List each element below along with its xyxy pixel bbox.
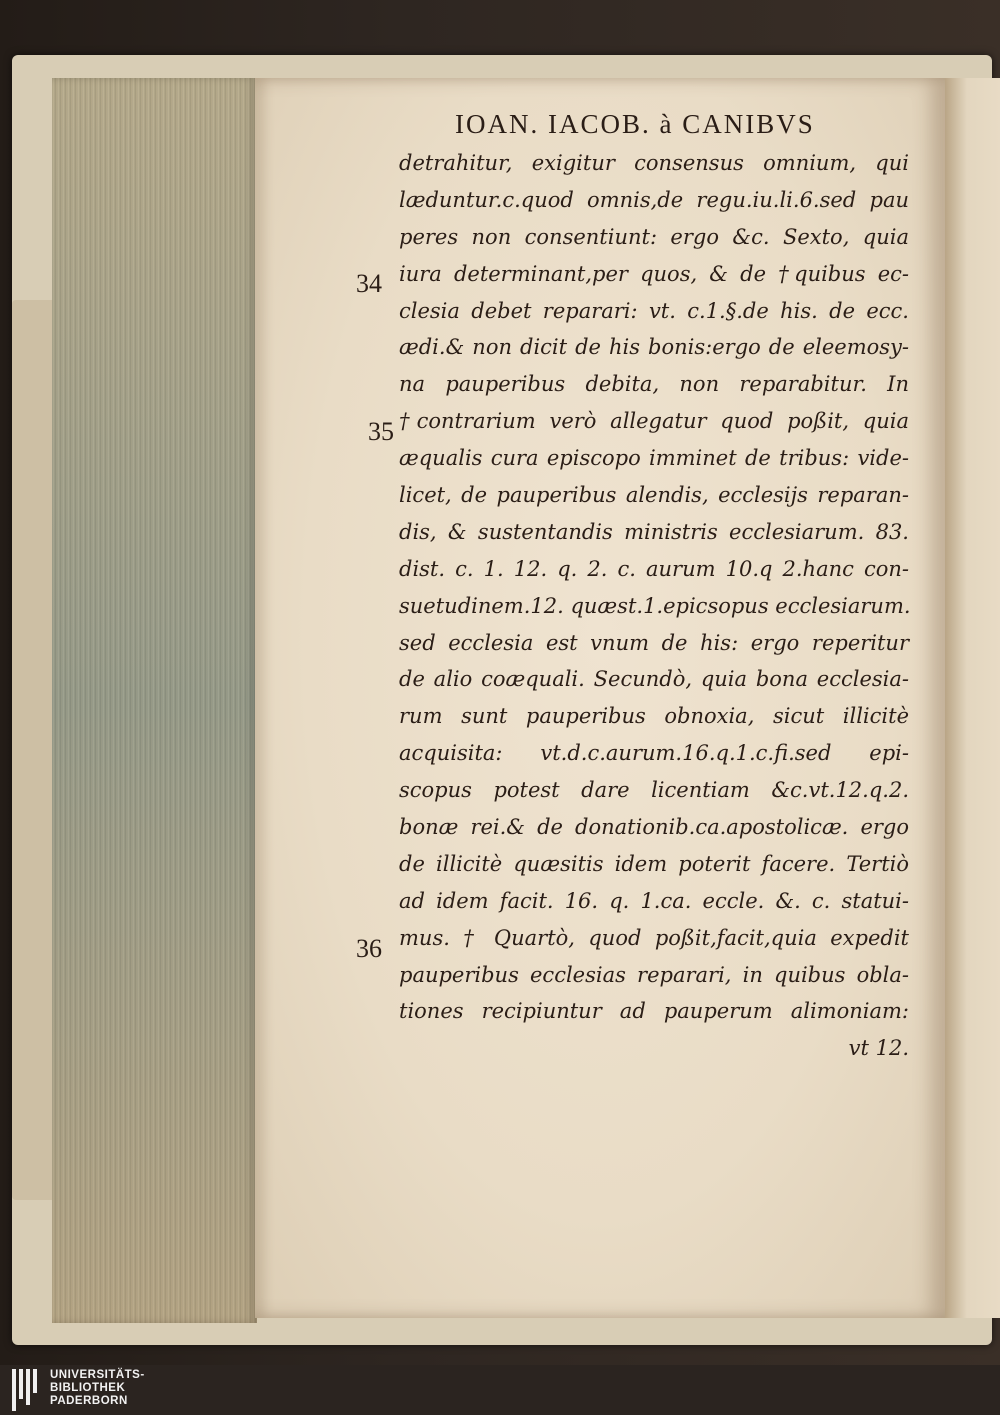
text-line: dis, & sustentandis ministris ecclesiarum. 83. <box>399 519 909 544</box>
library-name-line: PADERBORN <box>50 1395 128 1407</box>
text-line: sed ecclesia est vnum de his: ergo reperitur <box>399 630 909 655</box>
marginal-number-34: 34 <box>356 269 382 298</box>
text-line: de alio coæquali. Secundò, quia bona ecclesia- <box>399 667 909 692</box>
text-line: ædi.& non dicit de his bonis:ergo de eleemosy- <box>399 335 909 360</box>
text-line: læduntur.c.quod omnis,de regu.iu.li.6.sed pau <box>399 187 909 212</box>
marginal-number-36: 36 <box>356 934 382 963</box>
text-line: ad idem facit. 16. q. 1.ca. eccle. &. c. statui- <box>399 888 909 913</box>
marginal-number-35: 35 <box>368 417 394 446</box>
text-line: acquisita: vt.d.c.aurum.16.q.1.c.fi.sed epi- <box>399 741 909 766</box>
library-name-line: UNIVERSITÄTS- <box>50 1369 145 1381</box>
text-line: clesia debet reparari: vt. c.1.§.de his. de ecc. <box>399 298 909 323</box>
text-line: licet, de pauperibus alendis, ecclesijs reparan- <box>399 483 909 508</box>
body-text <box>399 145 909 1067</box>
text-line: iura determinant,per quos, & de †quibus ec- <box>399 261 909 286</box>
text-line: tiones recipiuntur ad pauperum alimoniam: <box>399 999 909 1024</box>
text-line: æqualis cura episcopo imminet de tribus: vide- <box>399 446 909 471</box>
right-page-edge <box>945 78 1000 1318</box>
text-line: de illicitè quæsitis idem poterit facere. Tertiò <box>399 851 909 876</box>
text-line: dist. c. 1. 12. q. 2. c. aurum 10.q 2.hanc con- <box>399 556 909 581</box>
text-line: mus. † Quartò, quod poßit,facit,quia expedit <box>399 925 909 950</box>
text-line: †contrarium verò allegatur quod poßit, quia <box>399 409 909 434</box>
text-line: rum sunt pauperibus obnoxia, sicut illicitè <box>399 704 909 729</box>
text-line: peres non consentiunt: ergo &c. Sexto, quia <box>399 224 909 249</box>
text-line: bonæ rei.& de donationib.ca.apostolicæ. ergo <box>399 815 909 840</box>
text-line: na pauperibus debita, non reparabitur. In <box>399 372 909 397</box>
library-name-line: BIBLIOTHEK <box>50 1382 126 1394</box>
text-line: suetudinem.12. quæst.1.epicsopus ecclesiarum. <box>399 593 911 618</box>
footer-bar <box>0 1365 1000 1415</box>
text-line: detrahitur, exigitur consensus omnium, qui <box>399 151 909 175</box>
page-edges <box>52 78 257 1323</box>
running-head: IOAN. IACOB. à CANIBVS <box>455 109 815 139</box>
library-name <box>50 1369 145 1408</box>
text-line: scopus potest dare licentiam &c.vt.12.q.2. <box>399 778 909 803</box>
library-logo-icon <box>12 1369 44 1411</box>
text-line: pauperibus ecclesias reparari, in quibus obla- <box>399 962 909 987</box>
text-line: vt 12. <box>848 1036 909 1061</box>
